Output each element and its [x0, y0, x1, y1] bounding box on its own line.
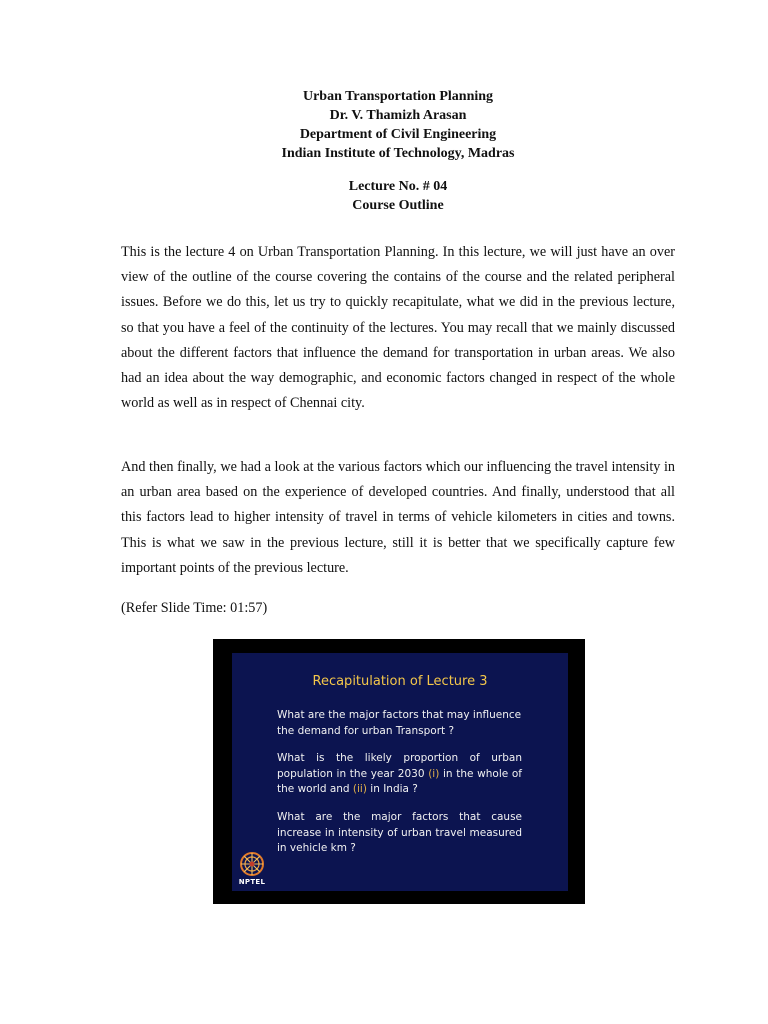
- lecture-slide-image: [213, 639, 585, 904]
- marker-i: (i): [428, 767, 440, 780]
- lecture-number: Lecture No. # 04: [348, 179, 448, 194]
- slide-question-2-part-3: in India ?: [366, 783, 418, 795]
- department-name: Department of Civil Engineering: [299, 127, 497, 142]
- instructor-name: Dr. V. Thamizh Arasan: [329, 108, 467, 123]
- slide-question-1: What are the major factors that may influence the demand for urban Transport ?: [277, 709, 522, 737]
- slide-content: [232, 653, 568, 891]
- header-spacer: [0, 163, 768, 177]
- body-paragraph-2: And then finally, we had a look at the various factors which our influencing the travel intensity in an urban area based on the experience of developed countries. And finally, understood that all this factors lead to higher intensity of travel in terms of vehicle kilometers in cities and towns. This is what we saw in the previous lecture, still it is better that we specifically capture few important points of the previous lecture.: [121, 459, 675, 576]
- nptel-emblem-icon: [234, 850, 270, 878]
- institute-name: Indian Institute of Technology, Madras: [281, 146, 515, 161]
- slide-question-2-part-1: What is the likely proportion of urban population in the year 2030: [277, 752, 522, 780]
- slide-title: Recapitulation of Lecture 3: [312, 674, 488, 689]
- marker-ii: (ii): [352, 783, 367, 795]
- refer-slide-time: (Refer Slide Time: 01:57): [121, 600, 268, 616]
- slide-question-3: What are the major factors that cause increase in intensity of urban travel measured in vehicle km ?: [277, 811, 522, 854]
- document-header: [0, 87, 768, 215]
- body-paragraph-1: This is the lecture 4 on Urban Transportation Planning. In this lecture, we will just have an over view of the outline of the course covering the contains of the course and the related peripheral issues. Before we do this, let us try to quickly recapitulate, what we did in the previous lecture, so that you have a feel of the continuity of the lectures. You may recall that we mainly discussed about the different factors that influence the demand for transportation in urban areas. We also had an idea about the way demographic, and economic factors changed in respect of the whole world as well as in respect of Chennai city.: [121, 244, 675, 412]
- slide-question-2-part-2: in the whole of the world and: [277, 767, 522, 795]
- slide-question-2: [277, 751, 522, 798]
- nptel-logo-text: NPTEL: [238, 878, 266, 886]
- nptel-logo: [234, 850, 270, 888]
- course-title: Urban Transportation Planning: [302, 89, 494, 104]
- lecture-title: Course Outline: [352, 198, 444, 213]
